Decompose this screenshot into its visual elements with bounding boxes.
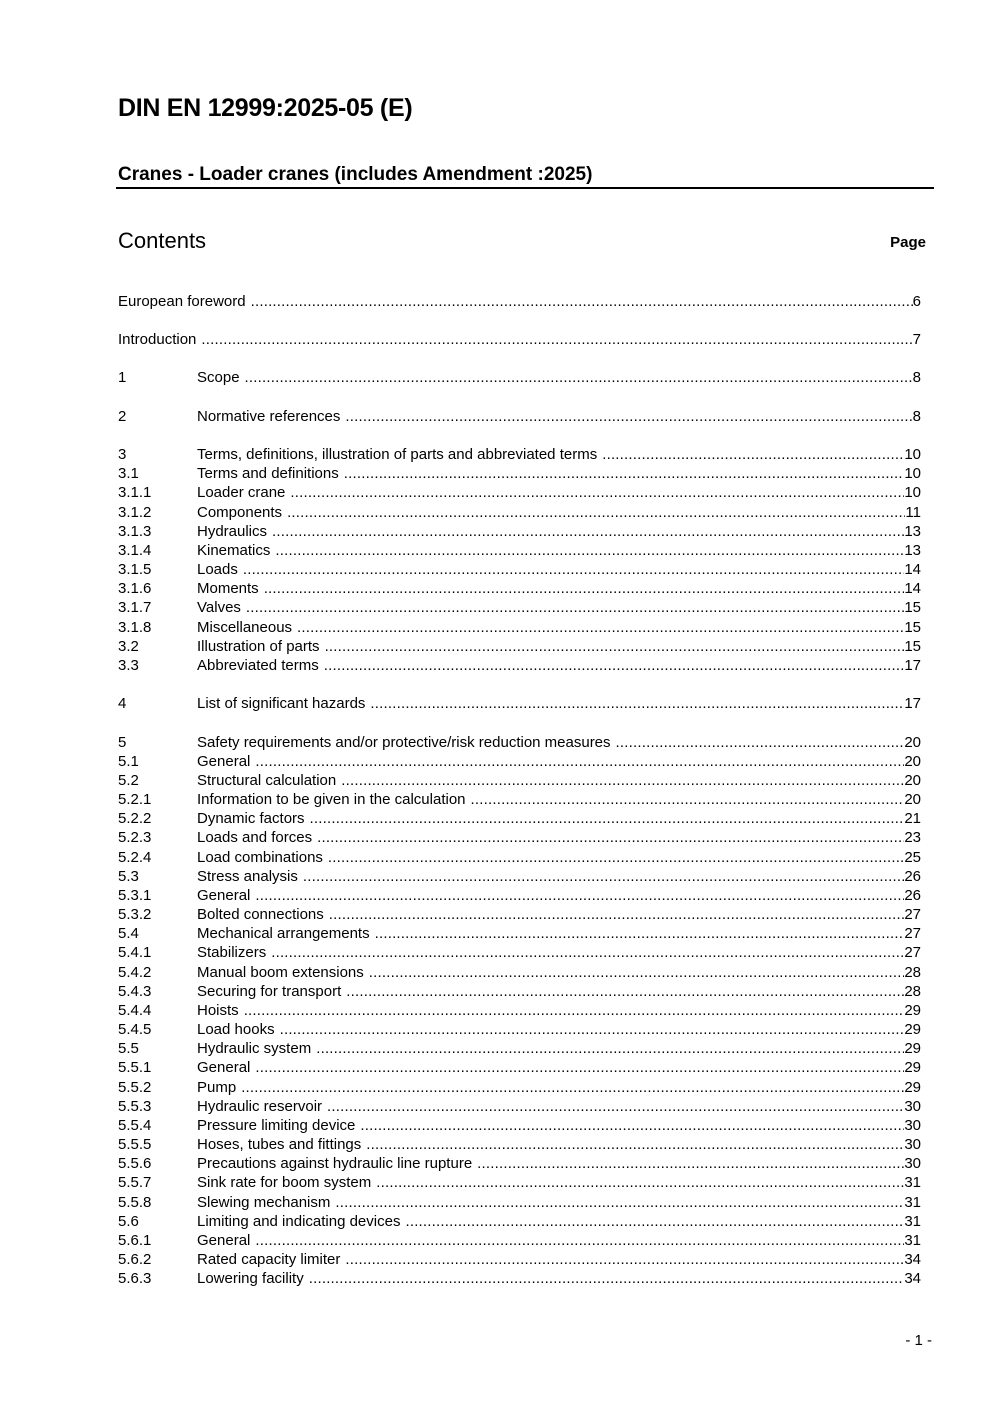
toc-entry-page: 26 xyxy=(904,868,921,885)
toc-entry-number: 3.1.8 xyxy=(118,619,152,636)
toc-entry-title: Hydraulic reservoir xyxy=(197,1098,323,1115)
toc-entry-page: 29 xyxy=(904,1079,921,1096)
toc-entry-page: 31 xyxy=(904,1213,921,1230)
toc-entry[interactable] xyxy=(118,1154,921,1173)
toc-entry-number: 3.1.7 xyxy=(118,599,152,616)
toc-entry[interactable] xyxy=(118,1193,921,1212)
toc-entry-number: 3.3 xyxy=(118,657,139,674)
toc-entry-title: Bolted connections xyxy=(197,906,324,923)
toc-dot-leader xyxy=(310,809,905,828)
toc-entry[interactable] xyxy=(118,618,921,637)
toc-entry-page: 30 xyxy=(904,1155,921,1172)
toc-entry-number: 5.4.3 xyxy=(118,983,152,1000)
toc-entry[interactable] xyxy=(118,1097,921,1116)
toc-dot-leader xyxy=(246,598,904,617)
contents-heading: Contents xyxy=(118,228,207,253)
toc-entry[interactable] xyxy=(118,598,921,617)
toc-entry-number: 5 xyxy=(118,734,127,751)
toc-entry-page: 30 xyxy=(904,1098,921,1115)
document-title: DIN EN 12999:2025-05 (E) xyxy=(118,94,413,122)
toc-dot-leader xyxy=(327,1097,904,1116)
toc-entry-title: Lowering facility xyxy=(197,1270,304,1287)
toc-entry[interactable] xyxy=(118,1135,921,1154)
toc-entry-page: 20 xyxy=(904,791,921,808)
toc-dot-leader xyxy=(335,1193,904,1212)
toc-entry-number: 5.2 xyxy=(118,772,139,789)
toc-entry-number: 5.5.6 xyxy=(118,1155,152,1172)
toc-entry-page: 8 xyxy=(912,369,921,386)
toc-dot-leader xyxy=(297,618,904,637)
toc-entry[interactable] xyxy=(118,1020,921,1039)
toc-dot-leader xyxy=(255,886,904,905)
toc-entry-number: 5.5.2 xyxy=(118,1079,152,1096)
toc-dot-leader xyxy=(241,1078,904,1097)
toc-entry-number: 3.1 xyxy=(118,465,139,482)
toc-entry-number: 3.1.6 xyxy=(118,580,152,597)
toc-entry[interactable] xyxy=(118,464,921,483)
toc-entry-title: Mechanical arrangements xyxy=(197,925,370,942)
toc-entry[interactable] xyxy=(118,1231,921,1250)
toc-dot-leader xyxy=(243,560,904,579)
toc-entry-title: Components xyxy=(197,504,283,521)
toc-entry[interactable] xyxy=(118,1058,921,1077)
toc-entry-page: 31 xyxy=(904,1174,921,1191)
toc-entry-number: 5.6.3 xyxy=(118,1270,152,1287)
toc-entry[interactable] xyxy=(118,943,921,962)
toc-entry-page: 29 xyxy=(904,1002,921,1019)
toc-entry-page: 23 xyxy=(904,829,921,846)
toc-entry-title: Hoists xyxy=(197,1002,239,1019)
toc-dot-leader xyxy=(370,694,904,713)
toc-entry-number: 5.2.2 xyxy=(118,810,152,827)
toc-entry-title: Kinematics xyxy=(197,542,271,559)
toc-entry-page: 27 xyxy=(904,925,921,942)
page-column-label: Page xyxy=(890,234,926,251)
toc-entry-number: 5.6.2 xyxy=(118,1251,152,1268)
toc-entry-page: 34 xyxy=(904,1270,921,1287)
toc-entry[interactable] xyxy=(118,503,921,522)
toc-entry-page: 28 xyxy=(904,964,921,981)
toc-entry-number: 3.2 xyxy=(118,638,139,655)
toc-entry-number: 3.1.2 xyxy=(118,504,152,521)
toc-entry-number: 5.3.2 xyxy=(118,906,152,923)
footer-page-number: - 1 - xyxy=(905,1332,932,1349)
toc-dot-leader xyxy=(271,943,904,962)
toc-entry-number: 5.3 xyxy=(118,868,139,885)
toc-entry-number: 5.1 xyxy=(118,753,139,770)
toc-dot-leader xyxy=(328,848,904,867)
toc-dot-leader xyxy=(344,464,905,483)
toc-entry-title: Loads and forces xyxy=(197,829,313,846)
toc-entry-title: Introduction xyxy=(118,331,197,348)
toc-entry-title: Hydraulics xyxy=(197,523,268,540)
toc-dot-leader xyxy=(345,1250,904,1269)
toc-entry[interactable] xyxy=(118,407,921,426)
toc-entry[interactable] xyxy=(118,656,921,675)
toc-dot-leader xyxy=(317,828,904,847)
toc-entry[interactable] xyxy=(118,809,921,828)
toc-entry-title: Slewing mechanism xyxy=(197,1194,331,1211)
toc-entry[interactable] xyxy=(118,1078,921,1097)
toc-dot-leader xyxy=(255,1231,904,1250)
toc-dot-leader xyxy=(346,982,904,1001)
toc-dot-leader xyxy=(245,368,913,387)
toc-entry-page: 7 xyxy=(912,331,921,348)
toc-entry[interactable] xyxy=(118,1250,921,1269)
toc-entry-page: 20 xyxy=(904,772,921,789)
toc-entry-page: 29 xyxy=(904,1021,921,1038)
toc-dot-leader xyxy=(280,1020,905,1039)
toc-entry-page: 21 xyxy=(904,810,921,827)
toc-entry-title: Safety requirements and/or protective/risk reduction measures xyxy=(197,734,611,751)
document-subtitle: Cranes - Loader cranes (includes Amendment :2025) xyxy=(118,164,593,185)
toc-entry[interactable] xyxy=(118,1212,921,1231)
toc-entry[interactable] xyxy=(118,1001,921,1020)
toc-entry-number: 3 xyxy=(118,446,127,463)
toc-entry-page: 15 xyxy=(904,619,921,636)
toc-entry[interactable] xyxy=(118,368,921,387)
toc-entry[interactable] xyxy=(118,579,921,598)
toc-entry-page: 20 xyxy=(904,734,921,751)
toc-entry-page: 30 xyxy=(904,1117,921,1134)
toc-entry[interactable] xyxy=(118,1039,921,1058)
toc-entry-title: Abbreviated terms xyxy=(197,657,319,674)
toc-entry-title: Load combinations xyxy=(197,849,323,866)
toc-dot-leader xyxy=(244,1001,905,1020)
toc-entry-page: 13 xyxy=(904,542,921,559)
toc-dot-leader xyxy=(360,1116,904,1135)
toc-entry-page: 31 xyxy=(904,1194,921,1211)
toc-entry-number: 5.5 xyxy=(118,1040,139,1057)
toc-entry-page: 11 xyxy=(905,504,921,521)
toc-entry-number: 3.1.5 xyxy=(118,561,152,578)
toc-entry-number: 4 xyxy=(118,695,127,712)
toc-entry-number: 5.4.4 xyxy=(118,1002,152,1019)
toc-entry[interactable] xyxy=(118,1173,921,1192)
toc-dot-leader xyxy=(325,637,905,656)
toc-entry[interactable] xyxy=(118,330,921,349)
toc-dot-leader xyxy=(309,1269,905,1288)
toc-entry-page: 29 xyxy=(904,1059,921,1076)
toc-dot-leader xyxy=(251,292,913,311)
toc-entry[interactable] xyxy=(118,828,921,847)
toc-entry-number: 3.1.3 xyxy=(118,523,152,540)
toc-entry-title: Sink rate for boom system xyxy=(197,1174,372,1191)
toc-entry-page: 6 xyxy=(912,293,921,310)
toc-entry-number: 5.4 xyxy=(118,925,139,942)
toc-dot-leader xyxy=(616,733,905,752)
toc-entry-page: 29 xyxy=(904,1040,921,1057)
toc-entry-title: Load hooks xyxy=(197,1021,275,1038)
toc-entry[interactable] xyxy=(118,541,921,560)
toc-entry[interactable] xyxy=(118,1269,921,1288)
toc-entry-page: 34 xyxy=(904,1251,921,1268)
toc-dot-leader xyxy=(290,483,904,502)
toc-entry-title: Terms and definitions xyxy=(197,465,339,482)
toc-entry-page: 13 xyxy=(904,523,921,540)
toc-entry-number: 5.2.4 xyxy=(118,849,152,866)
toc-dot-leader xyxy=(272,522,904,541)
toc-entry[interactable] xyxy=(118,694,921,713)
toc-entry-number: 5.5.7 xyxy=(118,1174,152,1191)
toc-dot-leader xyxy=(201,330,912,349)
toc-entry-number: 2 xyxy=(118,408,127,425)
toc-entry-title: Information to be given in the calculation xyxy=(197,791,466,808)
toc-dot-leader xyxy=(375,924,905,943)
toc-entry-title: Precautions against hydraulic line rupture xyxy=(197,1155,473,1172)
toc-entry-title: Stabilizers xyxy=(197,944,267,961)
toc-entry[interactable] xyxy=(118,963,921,982)
toc-entry-page: 14 xyxy=(904,561,921,578)
toc-entry[interactable] xyxy=(118,752,921,771)
toc-dot-leader xyxy=(366,1135,904,1154)
toc-entry-title: Loader crane xyxy=(197,484,286,501)
toc-entry-number: 5.6 xyxy=(118,1213,139,1230)
toc-entry-page: 31 xyxy=(904,1232,921,1249)
toc-entry-title: General xyxy=(197,887,251,904)
toc-entry-page: 27 xyxy=(904,906,921,923)
toc-entry-number: 5.2.3 xyxy=(118,829,152,846)
toc-dot-leader xyxy=(264,579,905,598)
toc-entry[interactable] xyxy=(118,483,921,502)
toc-entry-title: Normative references xyxy=(197,408,341,425)
toc-entry-page: 10 xyxy=(904,465,921,482)
toc-entry-page: 10 xyxy=(904,446,921,463)
toc-entry-title: Structural calculation xyxy=(197,772,337,789)
toc-dot-leader xyxy=(376,1173,904,1192)
toc-entry-title: Moments xyxy=(197,580,259,597)
toc-entry-number: 5.5.8 xyxy=(118,1194,152,1211)
toc-dot-leader xyxy=(369,963,905,982)
toc-entry[interactable] xyxy=(118,848,921,867)
toc-entry-page: 17 xyxy=(904,695,921,712)
toc-entry[interactable] xyxy=(118,733,921,752)
toc-entry[interactable] xyxy=(118,445,921,464)
toc-entry-title: Dynamic factors xyxy=(197,810,305,827)
toc-entry[interactable] xyxy=(118,790,921,809)
toc-entry-page: 25 xyxy=(904,849,921,866)
toc-entry-number: 5.5.5 xyxy=(118,1136,152,1153)
toc-entry[interactable] xyxy=(118,637,921,656)
toc-dot-leader xyxy=(255,1058,904,1077)
toc-entry-title: General xyxy=(197,1059,251,1076)
toc-entry-title: Scope xyxy=(197,369,240,386)
toc-entry-page: 15 xyxy=(904,599,921,616)
toc-entry-number: 5.5.3 xyxy=(118,1098,152,1115)
toc-dot-leader xyxy=(341,771,904,790)
toc-dot-leader xyxy=(345,407,912,426)
toc-entry-title: Illustration of parts xyxy=(197,638,320,655)
toc-entry[interactable] xyxy=(118,1116,921,1135)
toc-entry[interactable] xyxy=(118,522,921,541)
toc-entry-number: 5.4.2 xyxy=(118,964,152,981)
toc-entry-title: Miscellaneous xyxy=(197,619,293,636)
toc-entry[interactable] xyxy=(118,292,921,311)
toc-entry-page: 10 xyxy=(904,484,921,501)
toc-entry-page: 14 xyxy=(904,580,921,597)
toc-entry-page: 15 xyxy=(904,638,921,655)
toc-entry-title: Valves xyxy=(197,599,241,616)
toc-entry-number: 5.5.4 xyxy=(118,1117,152,1134)
toc-entry[interactable] xyxy=(118,886,921,905)
toc-entry-page: 30 xyxy=(904,1136,921,1153)
toc-entry[interactable] xyxy=(118,924,921,943)
toc-entry[interactable] xyxy=(118,771,921,790)
toc-entry-title: Terms, definitions, illustration of parts and abbreviated terms xyxy=(197,446,598,463)
toc-entry-title: European foreword xyxy=(118,293,246,310)
toc-dot-leader xyxy=(329,905,905,924)
toc-entry[interactable] xyxy=(118,982,921,1001)
toc-entry-number: 5.6.1 xyxy=(118,1232,152,1249)
toc-dot-leader xyxy=(602,445,904,464)
toc-entry-title: Hydraulic system xyxy=(197,1040,312,1057)
subtitle-divider xyxy=(116,187,934,189)
toc-entry-title: Securing for transport xyxy=(197,983,342,1000)
toc-entry-title: List of significant hazards xyxy=(197,695,366,712)
toc-entry-number: 3.1.4 xyxy=(118,542,152,559)
toc-entry-number: 3.1.1 xyxy=(118,484,152,501)
toc-entry-page: 8 xyxy=(912,408,921,425)
toc-dot-leader xyxy=(316,1039,904,1058)
toc-entry-number: 5.4.5 xyxy=(118,1021,152,1038)
toc-entry-page: 26 xyxy=(904,887,921,904)
toc-entry-title: Loads xyxy=(197,561,238,578)
toc-entry-page: 27 xyxy=(904,944,921,961)
toc-entry-number: 5.2.1 xyxy=(118,791,152,808)
toc-entry-number: 1 xyxy=(118,369,127,386)
toc-dot-leader xyxy=(255,752,904,771)
toc-entry-number: 5.5.1 xyxy=(118,1059,152,1076)
toc-entry-title: Rated capacity limiter xyxy=(197,1251,341,1268)
toc-entry[interactable] xyxy=(118,560,921,579)
toc-dot-leader xyxy=(303,867,904,886)
toc-dot-leader xyxy=(324,656,905,675)
toc-entry-title: General xyxy=(197,753,251,770)
toc-entry-number: 5.3.1 xyxy=(118,887,152,904)
toc-entry-page: 17 xyxy=(904,657,921,674)
toc-entry[interactable] xyxy=(118,867,921,886)
toc-entry-title: General xyxy=(197,1232,251,1249)
toc-dot-leader xyxy=(471,790,905,809)
toc-entry-title: Hoses, tubes and fittings xyxy=(197,1136,362,1153)
toc-entry-title: Pressure limiting device xyxy=(197,1117,356,1134)
toc-entry[interactable] xyxy=(118,905,921,924)
toc-entry-title: Manual boom extensions xyxy=(197,964,364,981)
toc-entry-number: 5.4.1 xyxy=(118,944,152,961)
toc-dot-leader xyxy=(287,503,905,522)
toc-dot-leader xyxy=(275,541,904,560)
toc-entry-title: Limiting and indicating devices xyxy=(197,1213,401,1230)
toc-dot-leader xyxy=(477,1154,904,1173)
toc-entry-page: 20 xyxy=(904,753,921,770)
toc-entry-title: Pump xyxy=(197,1079,237,1096)
toc-entry-title: Stress analysis xyxy=(197,868,298,885)
toc-dot-leader xyxy=(405,1212,904,1231)
toc-entry-page: 28 xyxy=(904,983,921,1000)
